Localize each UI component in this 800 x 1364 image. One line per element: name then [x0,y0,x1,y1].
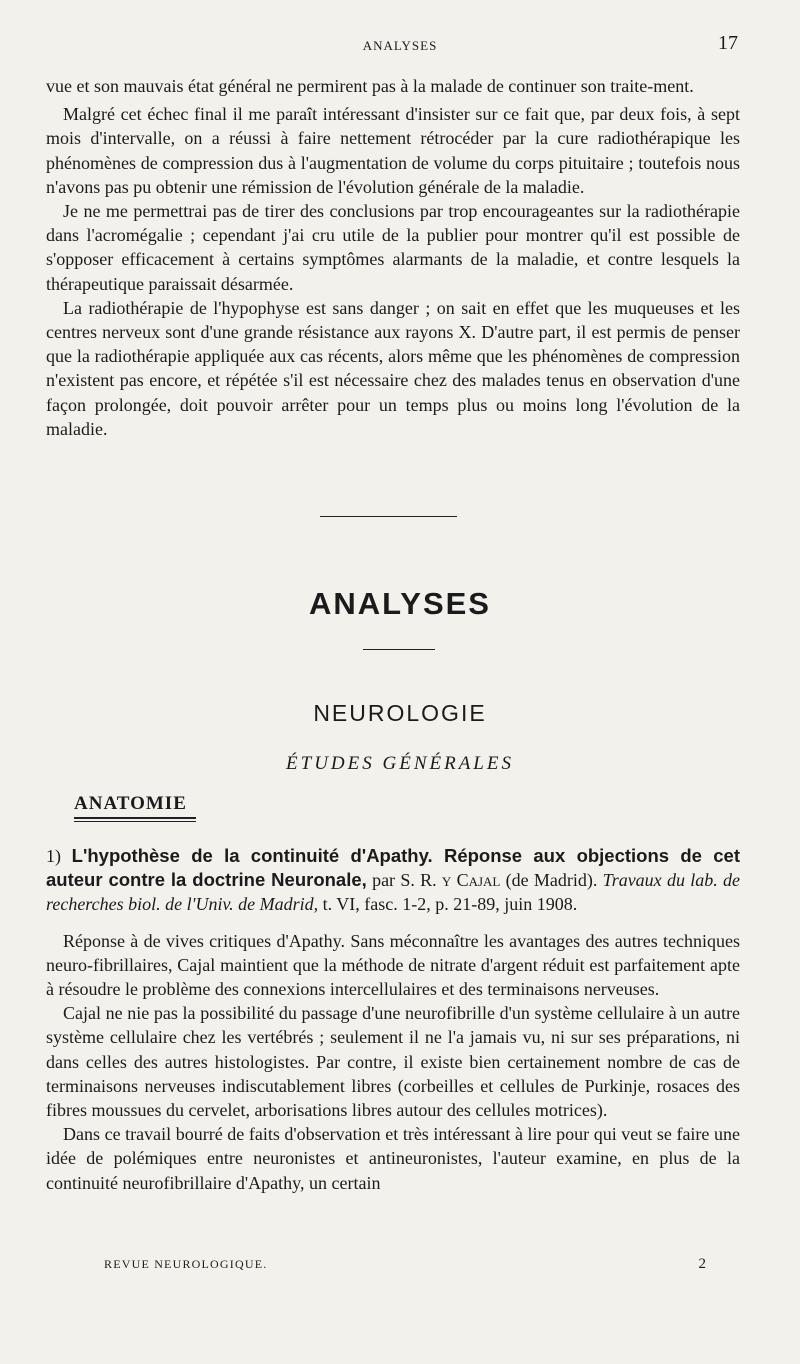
paragraph: La radiothérapie de l'hypophyse est sans danger ; on sait en effet que les muqueuses et les centres nerveux sont d'une grande résistance aux rayons X. D'autre part, il est permis de penser que la radiothérapie appliquée aux cas récents, alors même que les phénomènes de compression n'existent pas encore, et répétée s'il est nécessaire chez des malades tenus en observation d'une façon prolongée, doit pouvoir arrêter pour un temps plus ou moins long l'évolution de la maladie. [46,297,740,439]
separator-rule [363,649,435,650]
rubric-underline [74,821,196,822]
footer-journal: REVUE NEUROLOGIQUE. [104,1257,268,1271]
separator-rule [320,516,457,517]
footer-signature: 2 [698,1256,706,1272]
running-head-title: ANALYSES [362,38,438,53]
entry-citation: t. VI, fasc. 1-2, p. 21-89, juin 1908. [322,894,578,915]
entry-journal: Travaux du lab. de recherches biol. de l'Univ. de Madrid, [46,870,741,915]
paragraph: Dans ce travail bourré de faits d'observation et très intéressant à lire pour qui veut se faire une idée de polémiques entre neuronistes et antineuronistes, l'auteur examine, en plus de la continuité neurofibrillaire d'Apathy, un certain [46,1124,740,1193]
entry-author-prefix: par S. R. [372,870,437,891]
subsubsection-title: ÉTUDES GÉNÉRALES [286,753,514,774]
paragraph: Cajal ne nie pas la possibilité du passage d'une neurofibrille d'un système cellulaire à un autre système cellulaire chez les vertébrés ; seulement il ne l'a jamais vu, ni sur ses préparations, ni dans celles des autres histologistes. Par contre, il existe bien certainement nombre de cas de terminaisons nerveuses indiscutablement libres (corbeilles et cellules de Purkinje, rosaces des fibres moussues du cervelet, arborisations libres autour des cellules motrices). [46,1003,740,1121]
subsection-title: NEUROLOGIE [313,700,487,726]
paragraph: vue et son mauvais état général ne permirent pas à la malade de continuer son traite-ment. [46,76,694,96]
rubric-underline [74,817,196,819]
rubric-title: ANATOMIE [74,793,187,814]
paragraph: Réponse à de vives critiques d'Apathy. Sans méconnaître les avantages des autres techniques neuro-fibrillaires, Cajal maintient que la méthode de nitrate d'argent réduit est parfaitement apte à résoudre le problème des connexions intercellulaires et des terminaisons nerveuses. [46,930,740,1000]
paragraph: Malgré cet échec final il me paraît intéressant d'insister sur ce fait que, par deux fois, à sept mois d'intervalle, on a réussi à faire nettement rétrocéder par la cure radiothérapique les phénomènes de compression dus à l'augmentation de volume du corps pituitaire ; toutefois nous n'avons pas pu obtenir une rémission de l'évolution générale de la maladie. [46,104,740,197]
entry-number: 1) [46,846,61,866]
entry-title: L'hypothèse de la continuité d'Apathy. Réponse aux objections de cet auteur contre la doctrine Neuronale, [46,845,741,891]
bibliographic-entry [46,844,740,1195]
entry-author-name: y Cajal [441,870,501,891]
page-number: 17 [718,32,738,54]
entry-author-place: (de Madrid). [505,870,598,891]
section-title: ANALYSES [309,586,491,621]
paragraph: Je ne me permettrai pas de tirer des conclusions par trop encourageantes sur la radiothérapie dans l'acromégalie ; cependant j'ai cru utile de la publier pour montrer qu'il est possible de s'opposer efficacement à certains symptômes alarmants de la maladie, et contre lesquels la thérapeutique paraissait désarmée. [46,201,740,294]
intro-text [46,74,740,441]
entry-heading [46,844,740,917]
